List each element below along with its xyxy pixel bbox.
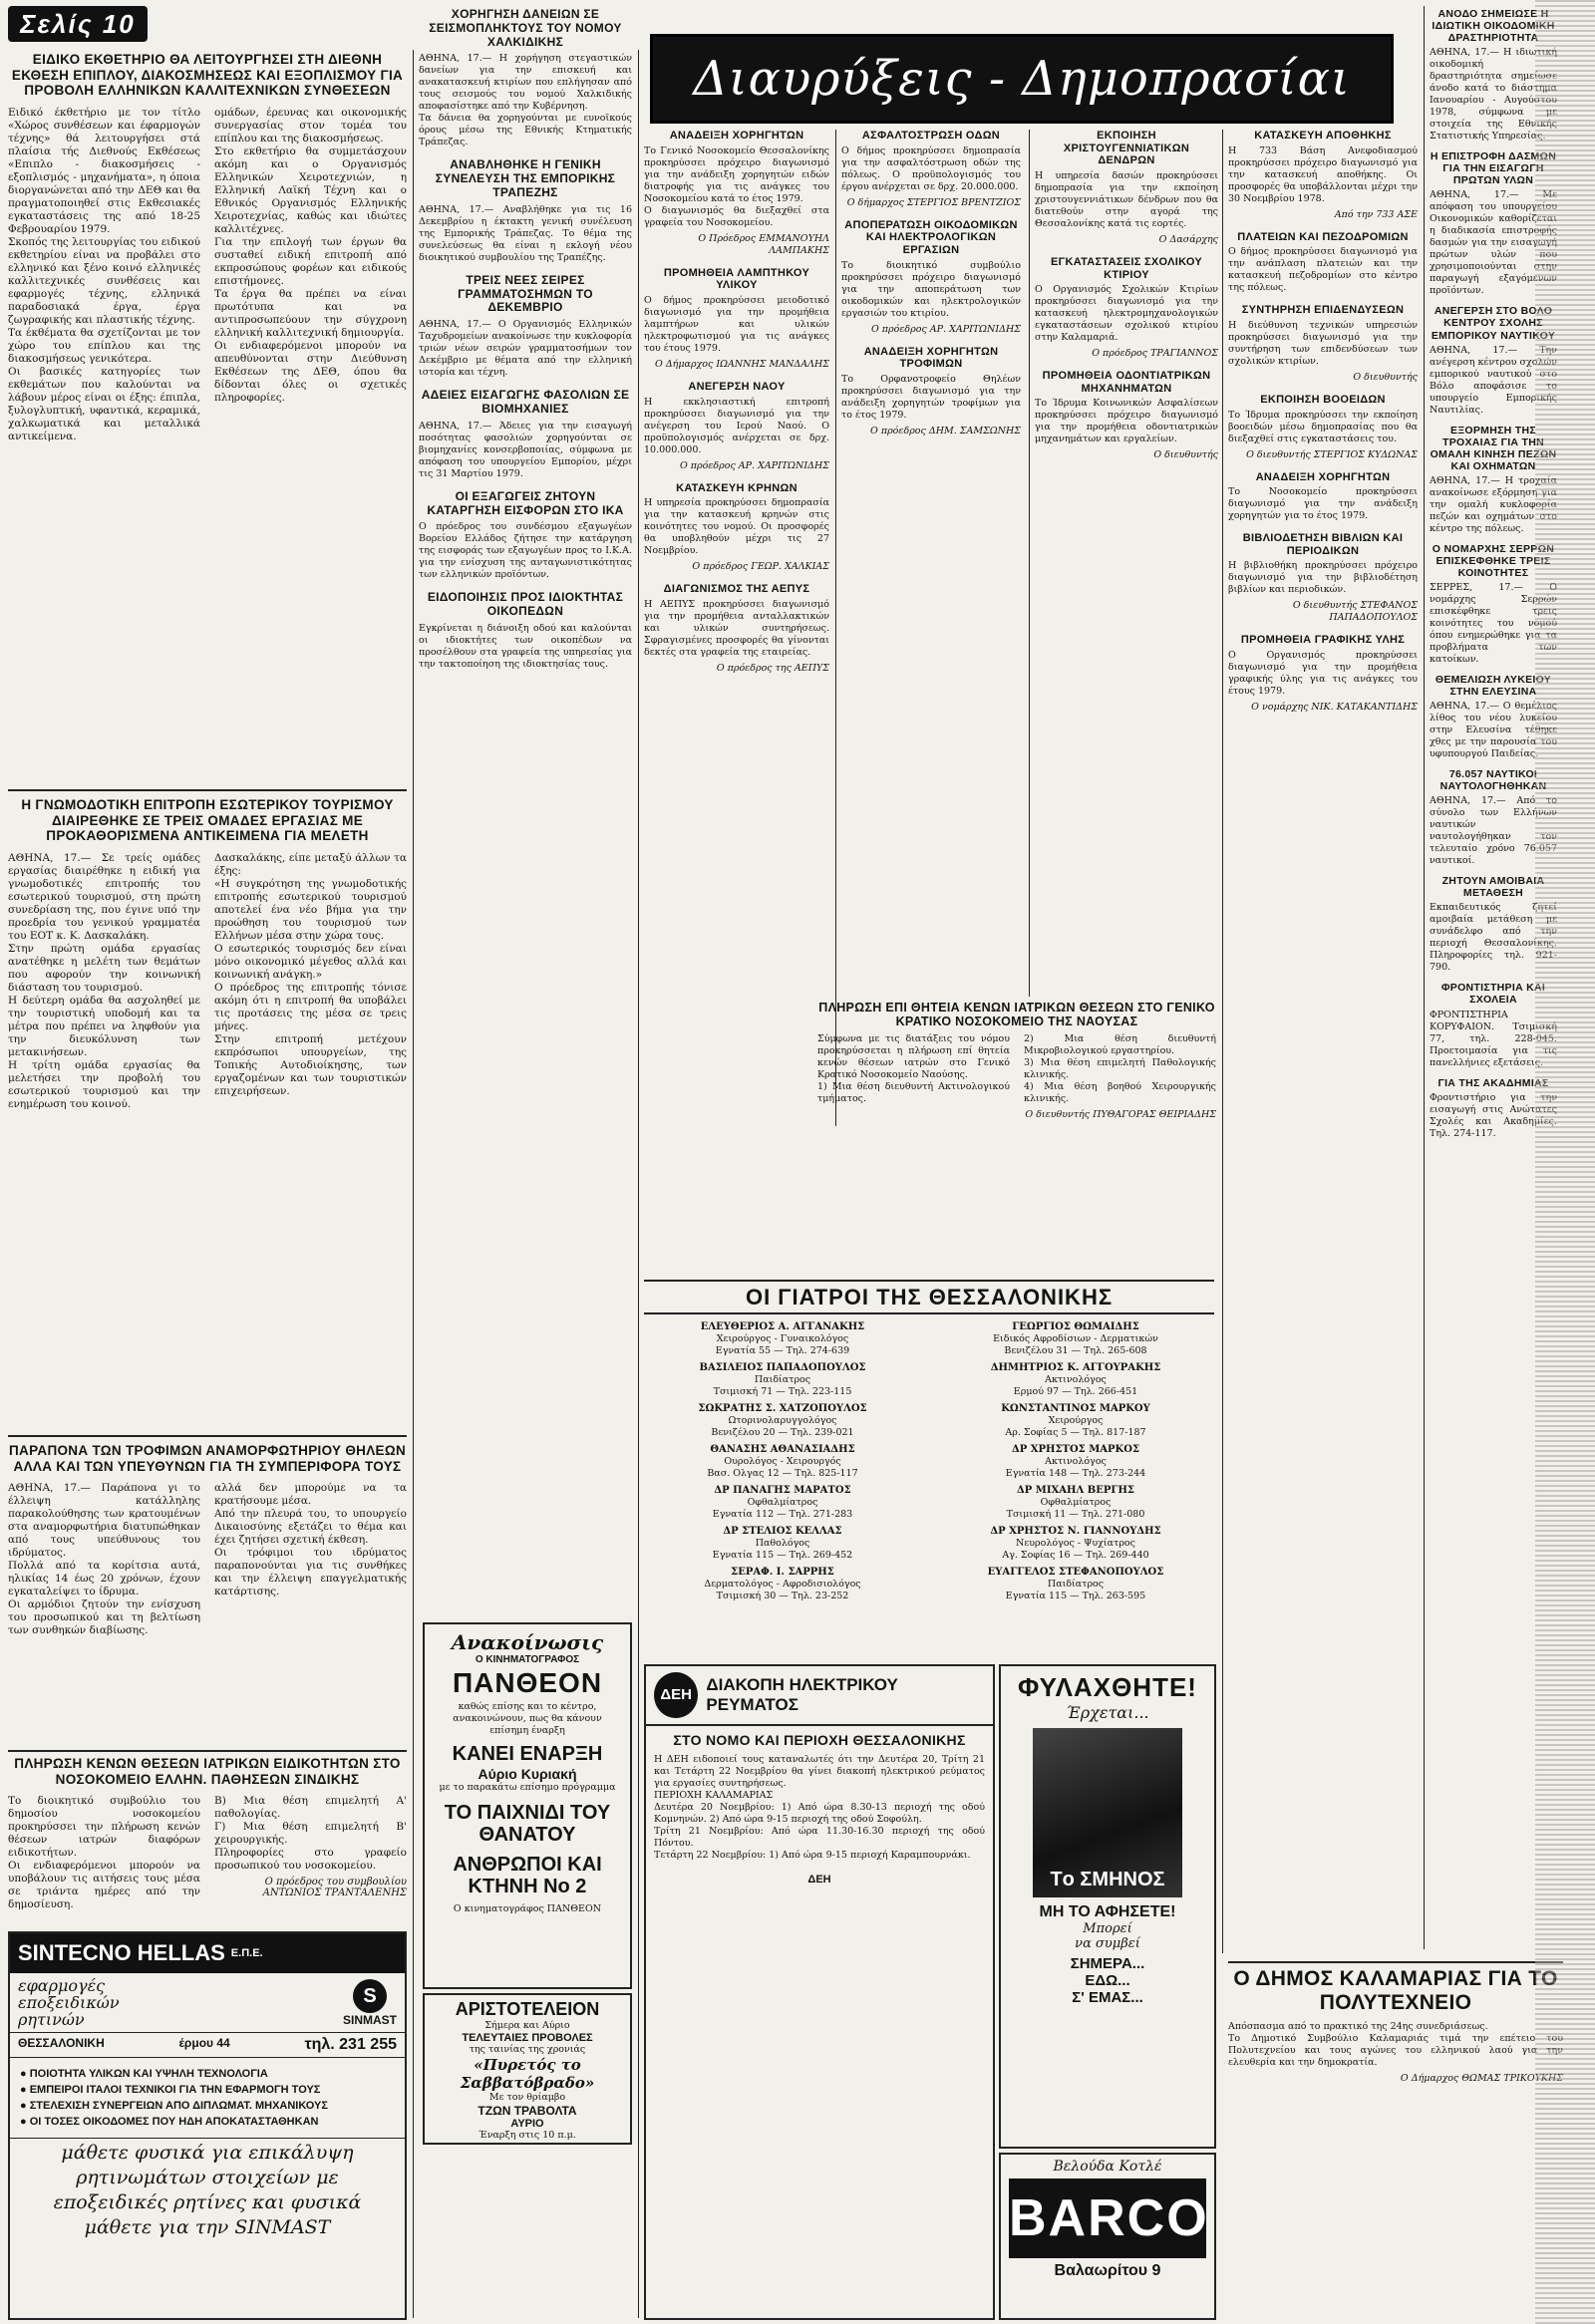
deh-notice bbox=[644, 1664, 995, 2320]
notice-subtitle: ΣΤΟ ΝΟΜΟ ΚΑΙ ΠΕΡΙΟΧΗ ΘΕΣΣΑΛΟΝΙΚΗΣ bbox=[673, 1732, 966, 1748]
sintecno-ad bbox=[8, 1931, 407, 2320]
article-headline: ΠΛΗΡΩΣΗ ΚΕΝΩΝ ΘΕΣΕΩΝ ΙΑΤΡΙΚΩΝ ΕΙΔΙΚΟΤΗΤΩΝ ΣΤΟ ΝΟΣΟΚΟΜΕΙΟ ΕΛΛΗΝ. ΠΑΘΗΣΕΩΝ ΣΙΝΔΙΚΗΣ bbox=[14, 1756, 401, 1787]
doctor-address: Ερμού 97 — Τηλ. 266-451 bbox=[1013, 1386, 1138, 1398]
deh-logo-icon: ΔΕΗ bbox=[654, 1672, 698, 1718]
column-divider bbox=[413, 50, 414, 2318]
ad-subtitle: Έρχεται... bbox=[1066, 1703, 1149, 1722]
article-headline: ΑΝΑΔΕΙΞΗ ΧΟΡΗΓΗΤΩΝ bbox=[669, 130, 804, 142]
article-headline: ΑΝΕΓΕΡΣΗ ΣΤΟ ΒΟΛΟ ΚΕΝΤΡΟΥ ΣΧΟΛΗΣ ΕΜΠΟΡΙΚΟΥ ΝΑΥΤΙΚΟΥ bbox=[1431, 305, 1556, 342]
article-body: Η υπηρεσία προκηρύσσει δημοπρασία για την κατασκευή κρηνών στις κοινότητες του νομού. Οι προσφορές θα υποβληθούν μέχρι τις 27 Νοεμβρίου. bbox=[644, 497, 833, 557]
article-body: Το Ορφανοτροφείο Θηλέων προκηρύσσει διαγωνισμό για την ανάδειξη χορηγητών τροφίμων για το έτος 1979. bbox=[841, 373, 1025, 421]
doctor-specialty: Οφθαλμίατρος bbox=[747, 1497, 818, 1509]
brand-name: BARCO bbox=[1009, 2179, 1206, 2258]
directory-title: ΟΙ ΓΙΑΤΡΟΙ ΤΗΣ ΘΕΣΣΑΛΟΝΙΚΗΣ bbox=[644, 1280, 1214, 1314]
article-body: Β) Μια θέση επιμελητή Α' παθολογίας. Γ) Μια θέση επιμελητή Β' χειρουργικής. Πληροφορίες στο γραφείο προσωπικού του νοσοκομείου. bbox=[214, 1795, 407, 1873]
ad-day: Αύριο Κυριακή bbox=[478, 1766, 577, 1782]
doctor-specialty: Παιδίατρος bbox=[754, 1374, 811, 1386]
article-body: Το Νοσοκομείο προκηρύσσει διαγωνισμό για την ανάδειξη χορηγητών για το έτος 1979. bbox=[1228, 486, 1422, 522]
article-headline: 76.057 ΝΑΥΤΙΚΟΙ ΝΑΥΤΟΛΟΓΗΘΗΚΑΝ bbox=[1439, 768, 1547, 793]
doctor-name: ΘΑΝΑΣΗΣ ΑΘΑΝΑΣΙΑΔΗΣ bbox=[710, 1444, 855, 1456]
sintecno-line1: εφαρμογές bbox=[18, 1976, 106, 1995]
article-signature: Από την 733 ΑΣΕ bbox=[1334, 208, 1418, 220]
article-headline: ΑΝΑΒΛΗΘΗΚΕ Η ΓΕΝΙΚΗ ΣΥΝΕΛΕΥΣΗ ΤΗΣ ΕΜΠΟΡΙΚΗΣ ΤΡΑΠΕΖΗΣ bbox=[435, 157, 616, 199]
column-6 bbox=[1035, 130, 1222, 461]
article-headline: Ο ΔΗΜΟΣ ΚΑΛΑΜΑΡΙΑΣ ΓΙΑ ΤΟ ΠΟΛΥΤΕΧΝΕΙΟ bbox=[1228, 1961, 1563, 2015]
article-headline: ΟΙ ΕΞΑΓΩΓΕΙΣ ΖΗΤΟΥΝ ΚΑΤΑΡΓΗΣΗ ΕΙΣΦΟΡΩΝ ΣΤΟ ΙΚΑ bbox=[427, 488, 624, 517]
article-headline: Η ΓΝΩΜΟΔΟΤΙΚΗ ΕΠΙΤΡΟΠΗ ΕΣΩΤΕΡΙΚΟΥ ΤΟΥΡΙΣΜΟΥ ΔΙΑΙΡΕΘΗΚΕ ΣΕ ΤΡΕΙΣ ΟΜΑΔΕΣ ΕΡΓΑΣΙΑΣ ΜΕ ΠΡΟΚΑΘΟΡΙΣΜΕΝΑ ΑΝΤΙΚΕΙΜΕΝΑ ΓΙΑ ΜΕΛΕΤΗ bbox=[21, 797, 394, 844]
doctor-specialty: Ωτορινολαρυγγολόγος bbox=[728, 1415, 837, 1427]
ad-line: της ταινίας της χρονιάς bbox=[469, 2044, 586, 2055]
barco-ad bbox=[999, 2153, 1216, 2320]
ad-opening: ΚΑΝΕΙ ΕΝΑΡΞΗ bbox=[452, 1743, 603, 1765]
ad-header: Ανακοίνωσις bbox=[451, 1630, 604, 1654]
ad-line: Με τον θρίαμβο bbox=[488, 2092, 566, 2103]
doctor-address: Τσιμισκή 11 — Τηλ. 271-080 bbox=[1006, 1509, 1145, 1521]
article-body: ΦΡΟΝΤΙΣΤΗΡΙΑ ΚΟΡΥΦΑΙΟΝ. Τσιμισκή 77, τηλ. 228-045. Προετοιμασία για τις πανελλήνιες εξετάσεις. bbox=[1430, 1009, 1561, 1068]
doctor-specialty: Παθολόγος bbox=[755, 1538, 810, 1550]
sintecno-city: ΘΕΣΣΑΛΟΝΙΚΗ bbox=[18, 2036, 105, 2050]
article-signature: Ο Δήμαρχος ΘΩΜΑΣ ΤΡΙΚΟΥΚΗΣ bbox=[1400, 2073, 1563, 2084]
column-5 bbox=[841, 130, 1025, 437]
ad-line: Έναρξη στις 10 π.μ. bbox=[478, 2130, 576, 2141]
doctor-address: Τσιμισκή 71 — Τηλ. 223-115 bbox=[713, 1386, 852, 1398]
doctor-specialty: Νευρολόγος - Ψυχίατρος bbox=[1016, 1538, 1135, 1550]
doctor-address: Εγνατία 148 — Τηλ. 273-244 bbox=[1005, 1468, 1146, 1480]
column-divider bbox=[8, 1435, 407, 1437]
article-body: Το διοικητικό συμβούλιο του δημοσίου νοσοκομείου προκηρύσσει την πλήρωση κενών θέσεων ιατρών διαφόρων ειδικοτήτων. Οι ενδιαφερόμενοι μπορούν να υποβάλουν τις αιτήσεις τους μέσα σε τριάντα ημέρες από την δημοσίευση. bbox=[8, 1795, 200, 1911]
notice-signature: ΔΕΗ bbox=[807, 1874, 831, 1887]
article-headline: ΒΙΒΛΙΟΔΕΤΗΣΗ ΒΙΒΛΙΩΝ ΚΑΙ ΠΕΡΙΟΔΙΚΩΝ bbox=[1242, 532, 1404, 557]
article-body: ομάδων, έρευνας και οικονομικής συνεργασίας στον τομέα του επίπλου και της διακοσμήσεως. Στο εκθετήριο θα συμμετάσχουν ακόμη και ο Οργανισμός Ελληνικών Χειροτεχνιών, η Ελληνική Λαϊκή Τέχνη και ο Εθνικός Οργανισμός Ελληνικής Χειροτεχνίας, καθώς και ιδιώτες καλλιτέχνες. Για την επιλογή των έργων θα συσταθεί ειδική επιτροπή από εκπροσώπους φορέων και ειδικούς επιστήμονες. Τα έργα θα πρέπει να είναι πρωτότυπα και να αντιπροσωπεύουν την σύγχρονη ελληνική καλλιτεχνική δημιουργία. Οι ενδιαφερόμενοι μπορούν να απευθύνονται στην Διεύθυνση Εκθέσεων της ΔΕΘ, όπου θα δίδονται όλες οι σχετικές πληροφορίες. bbox=[214, 106, 407, 404]
doctors-directory bbox=[644, 1280, 1214, 1602]
doctor-address: Βενιζέλου 31 — Τηλ. 265-608 bbox=[1004, 1345, 1147, 1357]
article-body: ΑΘΗΝΑ, 17.— Η ιδιωτική οικοδομική δραστηριότητα σημείωσε άνοδο κατά το διάστημα Ιανουαρίου - Αυγούστου 1978, σύμφωνα με στοιχεία της Εθνικής Στατιστικής Υπηρεσίας. bbox=[1430, 47, 1561, 143]
article-body: ΑΘΗΝΑ, 17.— Την ανέγερση κέντρου σχολών εμπορικού ναυτικού στο Βόλο αποφάσισε το υπουργείο Εμπορικής Ναυτιλίας. bbox=[1430, 344, 1561, 416]
article-signature: Ο διευθυντής ΣΤΕΡΓΙΟΣ ΚΥΔΩΝΑΣ bbox=[1246, 448, 1418, 460]
article-naousa-hospital bbox=[817, 1001, 1216, 1121]
doctor-address: Εγνατία 112 — Τηλ. 271-283 bbox=[712, 1509, 853, 1521]
doctor-specialty: Δερματολόγος - Αφροδισιολόγος bbox=[704, 1579, 861, 1591]
column-divider bbox=[1222, 130, 1223, 1953]
article-headline: ΘΕΜΕΛΙΩΣΗ ΛΥΚΕΙΟΥ ΣΤΗΝ ΕΛΕΥΣΙΝΑ bbox=[1435, 674, 1552, 699]
article-signature: Ο διευθυντής bbox=[1353, 371, 1418, 383]
pantheon-cinema-ad bbox=[423, 1622, 632, 1989]
doctor-address: Βενιζέλου 20 — Τηλ. 239-021 bbox=[711, 1427, 854, 1439]
article-headline: ΕΚΠΟΙΗΣΗ ΧΡΙΣΤΟΥΓΕΝΝΙΑΤΙΚΩΝ ΔΕΝΔΡΩΝ bbox=[1063, 130, 1190, 167]
article-signature: Ο πρόεδρος ΓΕΩΡ. ΧΑΛΚΙΑΣ bbox=[692, 561, 829, 573]
article-headline: ΑΝΑΔΕΙΞΗ ΧΟΡΗΓΗΤΩΝ bbox=[1255, 470, 1391, 483]
article-signature: Ο Δήμαρχος ΙΩΑΝΝΗΣ ΜΑΝΔΑΛΗΣ bbox=[655, 358, 829, 370]
article-headline: ΑΔΕΙΕΣ ΕΙΣΑΓΩΓΗΣ ΦΑΣΟΛΙΩΝ ΣΕ ΒΙΟΜΗΧΑΝΙΕΣ bbox=[421, 388, 630, 416]
ad-body: καθώς επίσης και το κέντρο, ανακοινώνουν, πως θα κάνουν επίσημη έναρξη bbox=[453, 1701, 602, 1736]
article-body: Το διοικητικό συμβούλιο προκηρύσσει πρόχειρο διαγωνισμό για την αποπεράτωση των οικοδομικών και ηλεκτρολογικών εργασιών του κτιρίου. bbox=[841, 259, 1025, 319]
sintecno-name: SINTECNO HELLAS bbox=[18, 1940, 225, 1965]
sintecno-bullet: ● ΠΟΙΟΤΗΤΑ ΥΛΙΚΩΝ ΚΑΙ ΥΨΗΛΗ ΤΕΧΝΟΛΟΓΙΑ bbox=[20, 2068, 268, 2080]
column-divider bbox=[638, 50, 639, 2318]
ad-line: ΤΕΛΕΥΤΑΙΕΣ ΠΡΟΒΟΛΕΣ bbox=[462, 2032, 593, 2044]
article-signature: Ο πρόεδρος ΑΡ. ΧΑΡΙΤΩΝΙΔΗΣ bbox=[870, 323, 1021, 335]
article-exhibition bbox=[8, 52, 407, 443]
doctor-specialty: Ειδικός Αφροδίσιων - Δερματικών bbox=[993, 1333, 1158, 1345]
ad-title: ΦΥΛΑΧΘΗΤΕ! bbox=[1018, 1672, 1197, 1702]
article-headline: ΦΡΟΝΤΙΣΤΗΡΙΑ ΚΑΙ ΣΧΟΛΕΙΑ bbox=[1440, 982, 1546, 1007]
article-body: Η 733 Βάση Ανεφοδιασμού προκηρύσσει πρόχειρο διαγωνισμό για την κατασκευή αποθήκης. Οι προσφορές θα υποβάλλονται μέχρι την 30 Νοεμβρίου 1978. bbox=[1228, 145, 1422, 204]
column-7 bbox=[1228, 130, 1422, 714]
sintecno-bullet: ● ΟΙ ΤΟΣΕΣ ΟΙΚΟΔΟΜΕΣ ΠΟΥ ΗΔΗ ΑΠΟΚΑΤΑΣΤΑΘΗΚΑΝ bbox=[20, 2116, 319, 2128]
article-reformatory bbox=[8, 1443, 407, 1637]
doctor-name: ΚΩΝΣΤΑΝΤΙΝΟΣ ΜΑΡΚΟΥ bbox=[1001, 1403, 1150, 1415]
article-body: Εγκρίνεται η διάνοιξη οδού και καλούνται οι ιδιοκτήτες των οικοπέδων να προσέλθουν στα γραφεία της υπηρεσίας για την τακτοποίηση της ιδιοκτησίας τους. bbox=[419, 622, 636, 670]
article-body: Ο δήμος προκηρύσσει διαγωνισμό για την ανάπλαση πλατειών και την κατασκευή πεζοδρομίων στο κέντρο της πόλεως. bbox=[1228, 246, 1422, 294]
poster-title: Tο ΣΜΗΝΟΣ bbox=[1050, 1869, 1165, 1890]
doctor-specialty: Χειρούργος bbox=[1048, 1415, 1104, 1427]
article-body: Το Γενικό Νοσοκομείο Θεσσαλονίκης προκηρύσσει πρόχειρο διαγωνισμό για την ανάδειξη χορηγητών ειδών διατροφής για τις ανάγκες του Νοσοκομείου κατά το έτος 1979. Ο διαγωνισμός θα διεξαχθεί στα γραφεία του Νοσοκομείου. bbox=[644, 145, 829, 228]
section-banner: Διαυρύξεις - Δημοπρασίαι bbox=[650, 34, 1394, 124]
article-headline: ΕΚΠΟΙΗΣΗ ΒΟΟΕΙΔΩΝ bbox=[1260, 393, 1386, 406]
film-title: ΤΟ ΠΑΙΧΝΙΔΙ ΤΟΥ ΘΑΝΑΤΟΥ bbox=[444, 1802, 611, 1846]
column-4 bbox=[644, 130, 833, 675]
doctor-specialty: Οφθαλμίατρος bbox=[1040, 1497, 1112, 1509]
article-body: ΑΘΗΝΑ, 17.— Ο Οργανισμός Ελληνικών Ταχυδρομείων ανακοίνωσε την κυκλοφορία τριών νέων σειρών γραμματοσήμων τον Δεκέμβριο με θέματα από την ελληνική ιστορία και τέχνη. bbox=[419, 319, 636, 379]
article-signature: Ο πρόεδρος του συμβουλίου ΑΝΤΩΝΙΟΣ ΤΡΑΝΤΑΛΕΝΗΣ bbox=[262, 1877, 407, 1899]
doctor-name: ΔΡ ΠΑΝΑΓΗΣ ΜΑΡΑΤΟΣ bbox=[714, 1485, 851, 1497]
article-body: Το Ίδρυμα προκηρύσσει την εκποίηση βοοειδών μέσω δημοπρασίας που θα διεξαχθεί στις εγκαταστάσεις του. bbox=[1228, 409, 1422, 444]
article-body: Η εκκλησιαστική επιτροπή προκηρύσσει διαγωνισμό για την ανέγερση του Ιερού Ναού. Ο προϋπολογισμός ανέρχεται σε δρχ. 10.000.000. bbox=[644, 396, 833, 455]
doctor-name: ΔΡ ΧΡΗΣΤΟΣ ΜΑΡΚΟΣ bbox=[1011, 1444, 1140, 1456]
article-headline: ΑΣΦΑΛΤΟΣΤΡΩΣΗ ΟΔΩΝ bbox=[861, 130, 1001, 142]
sintecno-bullet: ● ΣΤΕΛΕΧΙΣΗ ΣΥΝΕΡΓΕΙΩΝ ΑΠΟ ΔΙΠΛΩΜΑΤ. ΜΗΧΑΝΙΚΟΥΣ bbox=[20, 2100, 328, 2112]
doctor-specialty: Ακτινολόγος bbox=[1045, 1456, 1107, 1468]
article-body: ΑΘΗΝΑ, 17.— Η χορήγηση στεγαστικών δανείων για την επισκευή και ανακατασκευή κτιρίων που επλήγησαν από τους σεισμούς του νομού Χαλκιδικής αποφασίστηκε από την Κυβέρνηση. Τα δάνεια θα χορηγούνται με ευνοϊκούς όρους μέσω της Εθνικής Κτηματικής Τράπεζας. bbox=[419, 53, 632, 148]
article-headline: ΕΙΔΟΠΟΙΗΣΙΣ ΠΡΟΣ ΙΔΙΟΚΤΗΤΑΣ ΟΙΚΟΠΕΔΩΝ bbox=[427, 590, 624, 619]
article-signature: Ο διευθυντής bbox=[1153, 449, 1218, 461]
ad-line: Βελούδα Κοτλέ bbox=[1053, 2159, 1162, 2175]
article-body: Ο δήμος προκηρύσσει μειοδοτικό διαγωνισμό για την προμήθεια λαμπτήρων και υλικών ηλεκτροφωτισμού για τις ανάγκες του έτους 1979. bbox=[644, 294, 833, 354]
film-artist: ΤΖΩΝ ΤΡΑΒΟΛΤΑ bbox=[478, 2104, 577, 2118]
article-body: Σύμφωνα με τις διατάξεις του νόμου προκηρύσσεται η πλήρωση επί θητεία κενών θέσεων ιατρών στο Γενικό Κρατικό Νοσοκομείο Ναούσης. 1) Μια θέση διευθυντή Ακτινολογικού τμήματος. 2) Μια θέση διευθυντή Μικροβιολογικού εργαστηρίου. 3) Μια θέση επιμελητή Παθολογικής κλινικής. 4) Μια θέση βοηθού Χειρουργικής κλινικής. bbox=[817, 1032, 1216, 1104]
article-signature: Ο διευθυντής ΠΥΘΑΓΟΡΑΣ ΘΕΙΡΙΑΔΗΣ bbox=[1025, 1108, 1216, 1120]
article-headline: ΚΑΤΑΣΚΕΥΗ ΑΠΟΘΗΚΗΣ bbox=[1254, 130, 1392, 142]
article-body: ΑΘΗΝΑ, 17.— Με απόφαση του υπουργείου Οικονομικών καθορίζεται η διαδικασία επιστροφής δασμών για την εισαγωγή πρώτων υλών που χρησιμοποιούνται στην παραγωγή εξαγόμενων προϊόντων. bbox=[1430, 189, 1561, 297]
doctor-address: Αγ. Σοφίας 16 — Τηλ. 269-440 bbox=[1002, 1550, 1149, 1562]
aristoteleion-cinema-ad bbox=[423, 1993, 632, 2145]
article-body: Ο δήμος προκηρύσσει δημοπρασία για την ασφαλτόστρωση οδών της πόλεως. Ο προϋπολογισμός του έργου ανέρχεται σε δρχ. 20.000.000. bbox=[841, 145, 1025, 192]
ad-line: Σ' ΕΜΑΣ... bbox=[1072, 1989, 1143, 2006]
cinema-name: ΠΑΝΘΕΟΝ bbox=[452, 1667, 603, 1698]
article-headline: ΠΛΗΡΩΣΗ ΕΠΙ ΘΗΤΕΙΑ ΚΕΝΩΝ ΙΑΤΡΙΚΩΝ ΘΕΣΕΩΝ ΣΤΟ ΓΕΝΙΚΟ ΚΡΑΤΙΚΟ ΝΟΣΟΚΟΜΕΙΟ ΤΗΣ ΝΑΟΥΣΑΣ bbox=[818, 1001, 1215, 1029]
page-number-label: Σελίς 10 bbox=[8, 6, 148, 42]
sintecno-s-logo-icon: S bbox=[353, 1979, 387, 2013]
film-title: ΑΝΘΡΩΠΟΙ ΚΑΙ ΚΤΗΝΗ No 2 bbox=[453, 1854, 602, 1897]
column-divider bbox=[8, 1750, 407, 1752]
doctor-address: Εγνατία 115 — Τηλ. 263-595 bbox=[1005, 1591, 1146, 1602]
sintecno-slogan: μάθετε φυσικά για επικάλυψη ρητινωμάτων στοιχείων με εποξειδικές ρητίνες και φυσικά μάθετε για την SINMAST bbox=[10, 2138, 405, 2242]
doctors-list-left bbox=[644, 1316, 921, 1602]
doctor-specialty: Παιδίατρος bbox=[1047, 1579, 1105, 1591]
article-body: ΑΘΗΝΑ, 17.— Ο θεμέλιος λίθος του νέου λυκείου στην Ελευσίνα τέθηκε χθες με την παρουσία του υφυπουργού Παιδείας. bbox=[1430, 701, 1561, 760]
article-headline: ΑΝΕΓΕΡΣΗ ΝΑΟΥ bbox=[688, 380, 786, 393]
column-divider bbox=[1029, 130, 1030, 997]
article-body: Ο πρόεδρος του συνδέσμου εξαγωγέων Βορείου Ελλάδος ζήτησε την κατάργηση της εισφοράς των εξαγωγέων προς το Ι.Κ.Α. για την ενίσχυση της ανταγωνιστικότητας των ελληνικών προϊόντων. bbox=[419, 521, 636, 581]
article-signature: Ο Δασάρχης bbox=[1158, 233, 1218, 245]
sintecno-street: έρμου 44 bbox=[178, 2036, 230, 2050]
ad-footer: Ο κινηματογράφος ΠΑΝΘΕΟΝ bbox=[453, 1903, 602, 1914]
article-body: Απόσπασμα από το πρακτικό της 24ης συνεδριάσεως. Το Δημοτικό Συμβούλιο Καλαμαριάς τιμά την επέτειο του Πολυτεχνείου και τους αγώνες του ελληνικού λαού για την ελευθερία και την δημοκρατία. bbox=[1228, 2021, 1563, 2068]
doctor-name: ΣΩΚΡΑΤΗΣ Σ. ΧΑΤΖΟΠΟΥΛΟΣ bbox=[698, 1403, 867, 1415]
doctor-specialty: Χειρούργος - Γυναικολόγος bbox=[716, 1333, 849, 1345]
ad-line: Σήμερα και Αύριο bbox=[484, 2020, 570, 2031]
article-signature: Ο πρόεδρος ΤΡΑΓΙΑΝΝΟΣ bbox=[1092, 348, 1218, 360]
article-headline: ΑΝΟΔΟ ΣΗΜΕΙΩΣΕ Η ΙΔΙΩΤΙΚΗ ΟΙΚΟΔΟΜΙΚΗ ΔΡΑΣΤΗΡΙΟΤΗΤΑ bbox=[1432, 8, 1555, 45]
article-body: ΑΘΗΝΑ, 17.— Αναβλήθηκε για τις 16 Δεκεμβρίου η έκτακτη γενική συνέλευση της Εμπορικής Τράπεζας. Το θέμα της συνελεύσεως θα είναι η εκλογή νέου διοικητικού συμβουλίου της Τραπέζης. bbox=[419, 203, 636, 263]
article-body: Η υπηρεσία δασών προκηρύσσει δημοπρασία για την εκποίηση χριστουγεννιάτικων δένδρων που θα διατεθούν στην αγορά της Θεσσαλονίκης κατά τις εορτές. bbox=[1035, 169, 1222, 229]
article-body: Η διεύθυνση τεχνικών υπηρεσιών προκηρύσσει διαγωνισμό για την συντήρηση των επιδενδύσεων των σχολικών κτιρίων. bbox=[1228, 319, 1422, 367]
doctor-name: ΔΡ ΣΤΕΛΙΟΣ ΚΕΛΛΑΣ bbox=[723, 1526, 842, 1538]
article-headline: Ο ΝΟΜΑΡΧΗΣ ΣΕΡΡΩΝ ΕΠΙΣΚΕΦΘΗΚΕ ΤΡΕΙΣ ΚΟΙΝΟΤΗΤΕΣ bbox=[1432, 542, 1555, 579]
article-headline: ΔΙΑΓΩΝΙΣΜΟΣ ΤΗΣ ΑΕΠΥΣ bbox=[663, 583, 810, 596]
article-kalamaria-polytechnic bbox=[1228, 1961, 1563, 2085]
column-3 bbox=[419, 7, 636, 671]
article-body: Η ΑΕΠΥΣ προκηρύσσει διαγωνισμό για την προμήθεια ανταλλακτικών και υλικών συντηρήσεως. Σφραγισμένες προσφορές θα γίνονται δεκτές στα γραφεία της εταιρείας. bbox=[644, 598, 833, 658]
article-body: Ο Οργανισμός προκηρύσσει διαγωνισμό για την προμήθεια γραφικής ύλης για τις ανάγκες του έτους 1979. bbox=[1228, 650, 1422, 698]
article-headline: ΣΥΝΤΗΡΗΣΗ ΕΠΙΔΕΝΔΥΣΕΩΝ bbox=[1241, 304, 1405, 317]
doctor-address: Αρ. Σοφίας 5 — Τηλ. 817-187 bbox=[1005, 1427, 1146, 1439]
article-headline: ΑΝΑΔΕΙΞΗ ΧΟΡΗΓΗΤΩΝ ΤΡΟΦΙΜΩΝ bbox=[863, 345, 999, 371]
article-body: Δασκαλάκης, είπε μεταξύ άλλων τα έξης: «Η συγκρότηση της γνωμοδοτικής επιτροπής εσωτερικού τουρισμού αποτελεί ένα νέο βήμα για την προώθηση του τουρισμού των Ελλήνων μέσα στην χώρα τους. Ο εσωτερικός τουρισμός δεν είναι μόνο οικονομικό μέγεθος αλλά και κοινωνική ανάγκη.» Ο πρόεδρος της επιτροπής τόνισε ακόμη ότι η επιτροπή θα υποβάλει τις προτάσεις της μέσα σε τρεις μήνες. Στην επιτροπή μετέχουν εκπρόσωποι υπουργείων, της Τοπικής Αυτοδιοίκησης, των εργαζομένων και των τουριστικών επιχειρήσεων. bbox=[214, 851, 407, 1097]
column-divider bbox=[1424, 6, 1425, 1949]
sintecno-bullet: ● ΕΜΠΕΙΡΟΙ ΙΤΑΛΟΙ ΤΕΧΝΙΚΟΙ ΓΙΑ ΤΗΝ ΕΦΑΡΜΟΓΗ ΤΟΥΣ bbox=[20, 2084, 321, 2096]
article-body: Φροντιστήριο για την εισαγωγή στις Ανώτατες Σχολές και Ακαδημίες. Τηλ. 274-117. bbox=[1430, 1091, 1561, 1139]
ad-line: ΑΥΡΙΟ bbox=[510, 2118, 544, 2130]
ad-line: ΣΗΜΕΡΑ... bbox=[1070, 1955, 1145, 1972]
doctor-name: ΔΡ ΜΙΧΑΗΛ ΒΕΡΓΗΣ bbox=[1017, 1485, 1134, 1497]
article-body: ΑΘΗΝΑ, 17.— Άδειες για την εισαγωγή ποσότητας φασολιών χορηγούνται σε βιομηχανίες κονσερβοποιίας, σύμφωνα με απόφαση του υπουργείου Εμπορίου, μέχρι τις 31 Μαρτίου 1979. bbox=[419, 420, 636, 479]
article-signature: Ο διευθυντής ΣΤΕΦΑΝΟΣ ΠΑΠΑΔΟΠΟΥΛΟΣ bbox=[1292, 600, 1418, 624]
sintecno-ltd: E.Π.E. bbox=[230, 1947, 263, 1959]
article-headline: ΕΞΟΡΜΗΣΗ ΤΗΣ ΤΡΟΧΑΙΑΣ ΓΙΑ ΤΗΝ ΟΜΑΛΗ ΚΙΝΗΣΗ ΠΕΖΩΝ ΚΑΙ ΟΧΗΜΑΤΩΝ bbox=[1430, 424, 1557, 472]
doctor-name: ΣΕΡΑΦ. Ι. ΣΑΡΡΗΣ bbox=[731, 1567, 834, 1579]
sintecno-line2: εποξειδικών bbox=[18, 1993, 120, 2012]
doctor-specialty: Ουρολόγος - Χειρουργός bbox=[724, 1456, 841, 1468]
doctor-address: Βασ. Ολγας 12 — Τηλ. 825-117 bbox=[707, 1468, 858, 1480]
article-headline: ΠΡΟΜΗΘΕΙΑ ΛΑΜΠΤΗΚΟΥ ΥΛΙΚΟΥ bbox=[663, 266, 810, 292]
doctor-name: ΔΡ ΧΡΗΣΤΟΣ Ν. ΓΙΑΝΝΟΥΔΗΣ bbox=[990, 1526, 1161, 1538]
doctor-name: ΔΗΜΗΤΡΙΟΣ Κ. ΑΓΓΟΥΡΑΚΗΣ bbox=[990, 1362, 1161, 1374]
column-divider bbox=[8, 789, 407, 791]
ad-line: ΜΗ ΤΟ ΑΦΗΣΕΤΕ! bbox=[1039, 1903, 1176, 1920]
article-headline: ΓΙΑ ΤΗΣ ΑΚΑΔΗΜΙΑΣ bbox=[1437, 1076, 1549, 1089]
doctor-name: ΕΥΑΓΓΕΛΟΣ ΣΤΕΦΑΝΟΠΟΥΛΟΣ bbox=[987, 1567, 1164, 1579]
article-hospital-sindiki bbox=[8, 1756, 407, 1911]
article-headline: ΚΑΤΑΣΚΕΥΗ ΚΡΗΝΩΝ bbox=[676, 481, 798, 494]
doctor-address: Εγνατία 115 — Τηλ. 269-452 bbox=[712, 1550, 853, 1562]
ad-address: Βαλαωρίτου 9 bbox=[1054, 2262, 1161, 2279]
cinema-name: ΑΡΙΣΤΟΤΕΛΕΙΟΝ bbox=[455, 1999, 600, 2019]
column-divider bbox=[835, 130, 836, 1126]
article-body: ΣΕΡΡΕΣ, 17.— Ο νομάρχης Σερρών επισκέφθηκε τρεις κοινότητες του νομού όπου ενημερώθηκε για τα προβλήματα των κατοίκων. bbox=[1430, 582, 1561, 665]
article-body: ΑΘΗΝΑ, 17.— Από το σύνολο των Ελλήνων ναυτικών ναυτολογήθηκαν τον τελευταίο χρόνο 76.057 ναυτικοί. bbox=[1430, 795, 1561, 867]
article-headline: ΑΠΟΠΕΡΑΤΩΣΗ ΟΙΚΟΔΟΜΙΚΩΝ ΚΑΙ ΗΛΕΚΤΡΟΛΟΓΙΚΩΝ ΕΡΓΑΣΙΩΝ bbox=[844, 218, 1018, 256]
doctor-name: ΕΛΕΥΘΕΡΙΟΣ Α. ΑΓΓΑΝΑΚΗΣ bbox=[700, 1321, 865, 1333]
article-body: Η βιβλιοθήκη προκηρύσσει πρόχειρο διαγωνισμό για την βιβλιοδέτηση βιβλίων και περιοδικών. bbox=[1228, 560, 1422, 596]
article-headline: ΤΡΕΙΣ ΝΕΕΣ ΣΕΙΡΕΣ ΓΡΑΜΜΑΤΟΣΗΜΩΝ ΤΟ ΔΕΚΕΜΒΡΙΟ bbox=[458, 272, 593, 315]
article-headline: ΠΛΑΤΕΙΩΝ ΚΑΙ ΠΕΖΟΔΡΟΜΙΩΝ bbox=[1237, 230, 1409, 243]
sintecno-phone: τηλ. 231 255 bbox=[304, 2036, 397, 2053]
article-body: Ειδικό έκθετήριο με τον τίτλο «Χώρος συνθέσεων και έφαρμογών τέχνης» θά λειτουργήσει στά πλαίσια τής Διεθνούς Εκθέσεως «Επιπλο - διακοσμήσεις - εξοπλισμός - μηχανήματα», η όποια διοργανώνεται από την ΔΕΘ και θα πραγματοποιηθεί στις Εκθεσιακές εγκαταστάσεις της από 18-25 Φεβρουαρίου 1979. Σκοπός της λειτουργίας του ειδικού εκθετηρίου είναι να προβάλει στο ελληνικό και ξένο κοινό ελληνικές καλλιτεχνικές συνθέσεις και εφαρμογές τέχνης, ελληνικά παραδοσιακά έργα, έργα ζωγραφικής και πλαστικής τέχνης. Τα έκθέματα θα σχετίζονται με τον χώρο του επίπλου και της διακοσμήσεως γενικότερα. Οι βασικές κατηγορίες των εκθεμάτων που καλούνται να λάβουν μέρος είναι οι έξης: έπιπλα, ξυλογλυπτική, υφαντικά, κεραμικά, χαλκωματικά και μεταλλικά αντικείμενα. bbox=[8, 106, 200, 442]
ad-program: με το παρακάτω επίσημο πρόγραμμα bbox=[439, 1782, 616, 1793]
article-headline: ΠΡΟΜΗΘΕΙΑ ΓΡΑΦΙΚΗΣ ΥΛΗΣ bbox=[1240, 634, 1406, 647]
doctor-address: Εγνατία 55 — Τηλ. 274-639 bbox=[715, 1345, 850, 1357]
doctor-name: ΓΕΩΡΓΙΟΣ ΘΩΜΑΙΔΗΣ bbox=[1012, 1321, 1139, 1333]
article-tourism bbox=[8, 797, 407, 1111]
article-signature: Ο πρόεδρος ΔΗΜ. ΣΑΜΣΩΝΗΣ bbox=[870, 425, 1021, 436]
article-body: Ο Οργανισμός Σχολικών Κτιρίων προκηρύσσει διαγωνισμό για την κατασκευή ηλεκτρομηχανολογικών εγκαταστάσεων σχολικού κτιρίου στην Καλαμαριά. bbox=[1035, 284, 1222, 344]
film-title: «Πυρετός το Σαββατόβραδο» bbox=[460, 2056, 595, 2092]
article-headline: ΠΑΡΑΠΟΝΑ ΤΩΝ ΤΡΟΦΙΜΩΝ ΑΝΑΜΟΡΦΩΤΗΡΙΟΥ ΘΗΛΕΩΝ ΑΛΛΑ ΚΑΙ ΤΩΝ ΥΠΕΥΘΥΝΩΝ ΓΙΑ ΤΗ ΣΥΜΠΕΡΙΦΟΡΑ ΤΟΥΣ bbox=[9, 1443, 406, 1474]
article-signature: Ο Πρόεδρος ΕΜΜΑΝΟΥΗΛ ΛΑΜΠΑΚΗΣ bbox=[698, 232, 829, 256]
ad-line: Μπορεί bbox=[1083, 1921, 1132, 1936]
article-body: αλλά δεν μπορούμε να τα κρατήσουμε μέσα. Από την πλευρά του, το υπουργείο Δικαιοσύνης εξετάζει το θέμα και έχει ζητήσει σχετική έκθεση. Οι τρόφιμοι του ιδρύματος παραπονούνται για τις συνθήκες και την έλλειψη επαγγελματικής κατάρτισης. bbox=[214, 1482, 407, 1598]
article-body: ΑΘΗΝΑ, 17.— Παράπονα γι το έλλειψη κατάλληλης παρακολούθησης των κρατουμένων στα αναμορφωτήρια διατυπώθηκαν από τους υπεύθυνους του ιδρύματος. Πολλά από τα κορίτσια αυτά, ηλικίας 14 έως 20 χρόνων, έχουν εγκαταλείψει το ίδρυμα. Οι αρμόδιοι ζητούν την ενίσχυση του προσωπικού και τη βελτίωση των συνθηκών διαβίωσης. bbox=[8, 1482, 200, 1637]
ad-line: να συμβεί bbox=[1075, 1936, 1140, 1951]
doctor-address: Τσιμισκή 30 — Τηλ. 23-252 bbox=[716, 1591, 849, 1602]
article-signature: Ο πρόεδρος της ΑΕΠΥΣ bbox=[716, 662, 829, 674]
ad-line: ΕΔΩ... bbox=[1085, 1972, 1130, 1989]
article-signature: Ο πρόεδρος ΑΡ. ΧΑΡΙΤΩΝΙΔΗΣ bbox=[679, 459, 829, 471]
article-headline: Η ΕΠΙΣΤΡΟΦΗ ΔΑΣΜΩΝ ΓΙΑ ΤΗΝ ΕΙΣΑΓΩΓΗ ΠΡΩΤΩΝ ΥΛΩΝ bbox=[1430, 150, 1557, 187]
article-body: ΑΘΗΝΑ, 17.— Η τροχαία ανακοίνωσε εξόρμηση για την ομαλή κυκλοφορία πεζών και οχημάτων στο κέντρο της πόλεως. bbox=[1430, 474, 1561, 534]
article-headline: ΠΡΟΜΗΘΕΙΑ ΟΔΟΝΤΙΑΤΡΙΚΩΝ ΜΗΧΑΝΗΜΑΤΩΝ bbox=[1042, 370, 1211, 395]
swarm-film-ad bbox=[999, 1664, 1216, 2149]
notice-body: Η ΔΕΗ ειδοποιεί τους καταναλωτές ότι την Δευτέρα 20, Τρίτη 21 και Τετάρτη 22 Νοεμβρίου θα γίνει διακοπή ηλεκτρικού ρεύματος για εργασίες συντηρήσεως. ΠΕΡΙΟΧΗ ΚΑΛΑΜΑΡΙΑΣ Δευτέρα 20 Νοεμβρίου: 1) Από ώρα 8.30-13 περιοχή της οδού Κομνηνών. 2) Από ώρα 9-15 περιοχή της οδού Σοφούλη. Τρίτη 21 Νοεμβρίου: Από ώρα 11.30-16.30 περιοχή της οδού Πόντου. Τετάρτη 22 Νοεμβρίου: 1) Από ώρα 9-15 περιοχή Καραμπουρνάκι. bbox=[654, 1754, 985, 1862]
article-body: Το Ίδρυμα Κοινωνικών Ασφαλίσεων προκηρύσσει πρόχειρο διαγωνισμό για την προμήθεια οδοντιατρικών μηχανημάτων και εργαλείων. bbox=[1035, 398, 1222, 445]
article-headline: ΖΗΤΟΥΝ ΑΜΟΙΒΑΙΑ ΜΕΤΑΘΕΣΗ bbox=[1441, 875, 1545, 900]
ad-subheader: Ο ΚΙΝΗΜΑΤΟΓΡΑΦΟΣ bbox=[475, 1654, 580, 1665]
article-body: Εκπαιδευτικός ζητεί αμοιβαία μετάθεση με συνάδελφο από την περιοχή Θεσσαλονίκης. Πληροφορίες τηλ. 921-790. bbox=[1430, 902, 1561, 974]
doctor-name: ΒΑΣΙΛΕΙΟΣ ΠΑΠΑΔΟΠΟΥΛΟΣ bbox=[699, 1362, 866, 1374]
article-headline: ΕΓΚΑΤΑΣΤΑΣΕΙΣ ΣΧΟΛΙΚΟΥ ΚΤΙΡΙΟΥ bbox=[1050, 255, 1203, 281]
film-poster bbox=[1033, 1728, 1182, 1897]
page-edge-shadow bbox=[1535, 0, 1595, 2324]
article-signature: Ο νομάρχης ΝΙΚ. ΚΑΤΑΚΑΝΤΙΔΗΣ bbox=[1251, 702, 1418, 714]
sintecno-line3: ρητινών bbox=[18, 2010, 85, 2029]
article-body: ΑΘΗΝΑ, 17.— Σε τρείς ομάδες εργασίας διαιρέθηκε η ειδική για γνωμοδοτικές επιτροπής του εσωτερικού τουρισμού, στη πρώτη συνεδρίαση της, που έγινε υπό την προεδρία του γενικού γραμματέα του ΕΟΤ κ. Κ. Δασκαλάκη. Στην πρώτη ομάδα εργασίας ανατέθηκε η μελέτη των θεμάτων που αφορούν την κοινωνική διάσταση του τουρισμού. Η δεύτερη ομάδα θα ασχοληθεί με την τουριστική υποδομή και τα μέτρα που πρέπει να ληφθούν για την διευκόλυνση των μετακινήσεων. Η τρίτη ομάδα εργασίας θα μελετήσει την προβολή του εσωτερικού τουρισμού και την ενημέρωση του κοινού. bbox=[8, 851, 200, 1110]
notice-title: ΔΙΑΚΟΠΗ ΗΛΕΚΤΡΙΚΟΥ ΡΕΥΜΑΤΟΣ bbox=[706, 1675, 898, 1714]
doctors-list-right bbox=[937, 1316, 1214, 1602]
sintecno-logo-text: SINMAST bbox=[343, 2012, 397, 2027]
article-headline: ΕΙΔΙΚΟ ΕΚΘΕΤΗΡΙΟ ΘΑ ΛΕΙΤΟΥΡΓΗΣΕΙ ΣΤΗ ΔΙΕΘΝΗ ΕΚΘΕΣΗ ΕΠΙΠΛΟΥ, ΔΙΑΚΟΣΜΗΣΕΩΣ ΚΑΙ ΕΞΟΠΛΙΣΜΟΥ ΓΙΑ ΠΡΟΒΟΛΗ ΕΛΛΗΝΙΚΩΝ ΚΑΛΛΙΤΕΧΝΙΚΩΝ ΣΥΝΘΕΣΕΩΝ bbox=[11, 52, 404, 99]
article-headline: ΧΟΡΗΓΗΣΗ ΔΑΝΕΙΩΝ ΣΕ ΣΕΙΣΜΟΠΛΗΚΤΟΥΣ ΤΟΥ ΝΟΜΟΥ ΧΑΛΚΙΔΙΚΗΣ bbox=[429, 7, 622, 49]
article-signature: Ο δήμαρχος ΣΤΕΡΓΙΟΣ ΒΡΕΝΤΖΙΟΣ bbox=[846, 196, 1021, 208]
doctor-specialty: Ακτινολόγος bbox=[1045, 1374, 1107, 1386]
